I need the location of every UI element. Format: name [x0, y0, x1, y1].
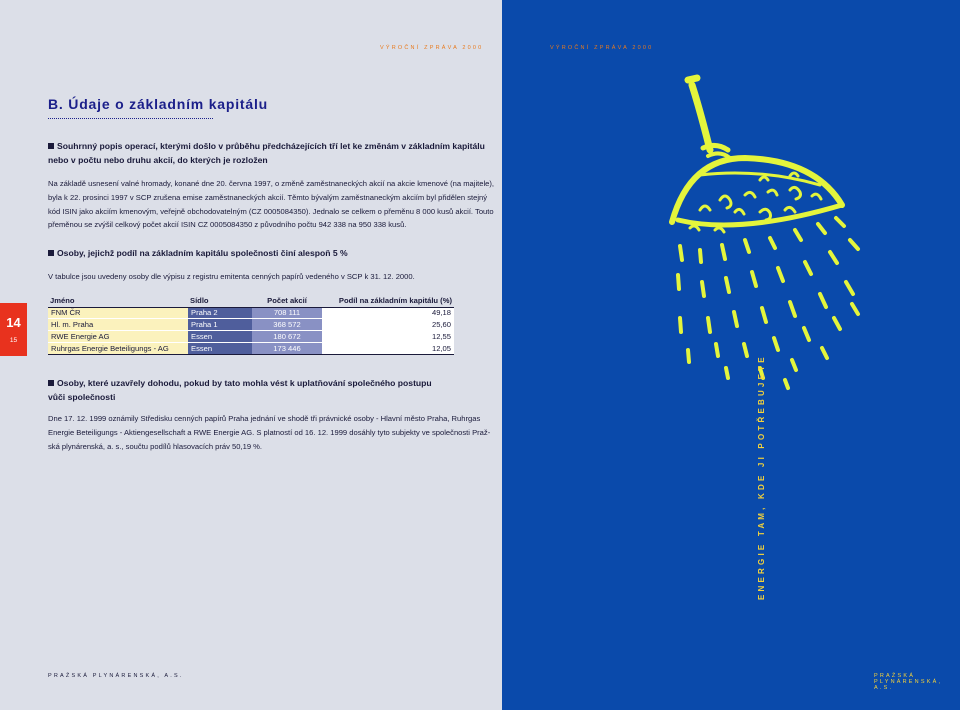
col-header-seat: Sídlo — [188, 295, 252, 307]
slogan-vertical: ENERGIE TAM, KDE JI POTŘEBUJETE — [757, 354, 766, 600]
col-header-share-pct: Podíl na základním kapitálu (%) — [322, 295, 454, 307]
water-drops-icon — [678, 218, 858, 388]
col-header-shares: Počet akcií — [252, 295, 322, 307]
section3-paragraph: Dne 17. 12. 1999 oznámily Středisku cenných papírů Praha jednání ve shodě tři právnické osoby - Hlavní město Praha, Ruhrgas Energie Beteiligungs - Aktiengesellschaft a RWE Energie AG. S platností od 16. 12. 1999 dosáhly tyto subjekty ve společnosti Praž- ská plynárenská, a. s., součtu podílů hlasovacích práv 50,19 %. — [48, 414, 491, 451]
section3-heading: Osoby, které uzavřely dohodu, pokud by tato mohla vést k uplatňování společného postupu vůči společnosti — [48, 378, 432, 402]
section2-intro: V tabulce jsou uvedeny osoby dle výpisu z registru emitenta cenných papírů vedeného v SCP k 31. 12. 2000. — [48, 272, 415, 281]
col-header-name: Jméno — [48, 295, 188, 307]
facing-page-number: 15 — [9, 337, 18, 344]
chapter-title: B. Údaje o základním kapitálu — [48, 96, 269, 112]
running-header-right: VÝROČNÍ ZPRÁVA 2000 — [550, 45, 654, 51]
table-row: RWE Energie AG Essen 180 672 12,55 — [48, 331, 454, 343]
running-footer-right: PRAŽSKÁ PLYNÁRENSKÁ, A.S. — [874, 673, 943, 691]
running-footer-left: PRAŽSKÁ PLYNÁRENSKÁ, A.S. — [48, 673, 184, 679]
table-row: FNM ČR Praha 2 708 111 49,18 — [48, 307, 454, 319]
section1-paragraph: Na základě usnesení valné hromady, konané dne 20. června 1997, o změně zaměstnaneckých akcií na akcie kmenové (na majitele), byla k 22. prosinci 1997 v SCP zrušena emise zaměstnaneckých akcií. Těmto bývalým zaměstnaneckým akciím byl přidělen stejný kód ISIN jako akciím kmenovým, veřejně obchodovatelným (CZ 0005084350). Jednalo se celkem o přeměnu 8 000 kusů akcií. Touto přeměnou se zvýšil celkový počet akcií ISIN CZ 0005084350 z původního počtu 942 338 na 950 338 kusů. — [48, 179, 495, 230]
shower-pipe-icon — [692, 85, 710, 150]
section1-heading: Souhrnný popis operací, kterými došlo v průběhu předcházejících tří let ke změnám v základním kapitálu nebo v počtu nebo druhu akcií, do kterých je rozložen — [48, 141, 485, 165]
page-number: 14 — [6, 315, 21, 330]
running-header-left: VÝROČNÍ ZPRÁVA 2000 — [380, 45, 484, 51]
table-row: Hl. m. Praha Praha 1 368 572 25,60 — [48, 319, 454, 331]
table-row: Ruhrgas Energie Beteiligungs - AG Essen 173 446 12,05 — [48, 342, 454, 354]
section2-heading: Osoby, jejichž podíl na základním kapitálu společnosti činí alespoň 5 % — [48, 247, 348, 261]
